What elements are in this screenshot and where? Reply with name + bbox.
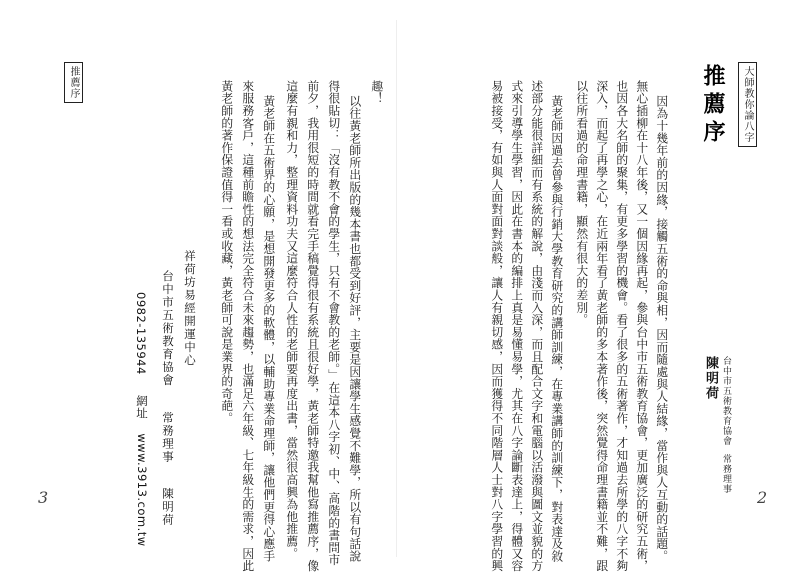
author-role: 常務理事 xyxy=(721,453,731,494)
name-text: 陳明荷 xyxy=(161,487,175,527)
page-number: 2 xyxy=(757,488,768,507)
text-column: 黃老師的著作保證值得一看或收藏，黃老師可說是業界的奇葩。 xyxy=(219,80,234,425)
text-column: 以往黃老師所出版的幾本書也都受到好評，主要是因讓學生感覺不難學，所以有句話說 xyxy=(347,95,362,563)
page-number: 3 xyxy=(38,488,49,507)
section-tag: 推薦序 xyxy=(64,62,83,103)
website-url: www.3913.com.tw xyxy=(135,433,149,547)
page-title: 推薦序 xyxy=(700,64,725,148)
text-column: 因為十幾年前的因緣，接觸五術的命與相，因而隨處與人結緣，當作與人互動的話題。 xyxy=(654,95,669,563)
author-affiliation: 台中市五術教育協會 xyxy=(721,356,731,446)
signature-org: 祥荷坊易經開運中心 xyxy=(183,250,197,367)
text-column: 這麼有親和力，整理資料功夫又這麼符合人性的老師要再度出書，當然很高興為他推薦。 xyxy=(284,80,299,560)
website-label: 網址 xyxy=(135,395,149,419)
book-title-tag: 大師教你論八字 xyxy=(738,62,757,147)
text-column: 以往所看過的命理書籍，顯然有很大的差別。 xyxy=(574,80,589,326)
text-column: 易被接受，有如與人面對面對談般，讓人有親切感，因而獲得不同階層人士對八字學習的興 xyxy=(489,80,504,572)
signature-assoc xyxy=(160,270,176,527)
website xyxy=(134,395,150,547)
book-gutter xyxy=(396,20,397,557)
phone-number: 0982-135944 xyxy=(134,292,148,375)
text-column: 來服務客戶，這種前瞻性的想法完全符合未來趨勢，也滿足六年級、七年級生的需求，因此 xyxy=(240,80,255,572)
text-column: 趣！ xyxy=(369,80,384,105)
author-block xyxy=(701,356,733,494)
text-column: 無心插柳在十八年後，又一個因緣再起，參與台中市五術教育協會，更加廣泛的研究五術， xyxy=(634,80,649,572)
text-column: 深入，而起了再學之心，在近兩年看了黃老師的多本著作後，突然覺得命理書籍並不難，跟 xyxy=(594,80,609,572)
right-page xyxy=(369,0,793,577)
author-name: 陳明荷 xyxy=(703,356,718,401)
left-page xyxy=(0,0,396,577)
text-column: 得很貼切：「沒有教不會的學生，只有不會教的老師。」在這本八字初、中、高階的書問市 xyxy=(326,80,341,567)
text-column: 式來引導學生學習，因此在書本的編排上真是易懂易學，尤其在八字論斷表達上，得體又容 xyxy=(509,80,524,572)
text-column: 黃老師在五術界的心願，是想開發更多的軟體，以輔助專業命理師，讓他們更得心應手 xyxy=(261,95,276,563)
text-column: 前夕，我用很短的時間就看完手稿覺得很有系統且很好學，黃老師特邀我幫他寫推薦序，像 xyxy=(305,80,320,572)
text-column: 述部分能很詳細而有系統的解說，由淺而入深，而且配合文字和電腦以活潑與圖文並貌的方 xyxy=(529,80,544,572)
text-column: 也因各大名師的聚集，有更多學習的機會。看了很多的五術著作，才知過去所學的八字不夠 xyxy=(614,80,629,572)
text-column: 黃老師因過去曾參與行銷大學教育研究的講師訓練，在專業講師的訓練下，對表達及敘 xyxy=(549,95,564,563)
assoc-text: 台中市五術教育協會 xyxy=(161,270,175,387)
role-text: 常務理事 xyxy=(161,411,175,464)
